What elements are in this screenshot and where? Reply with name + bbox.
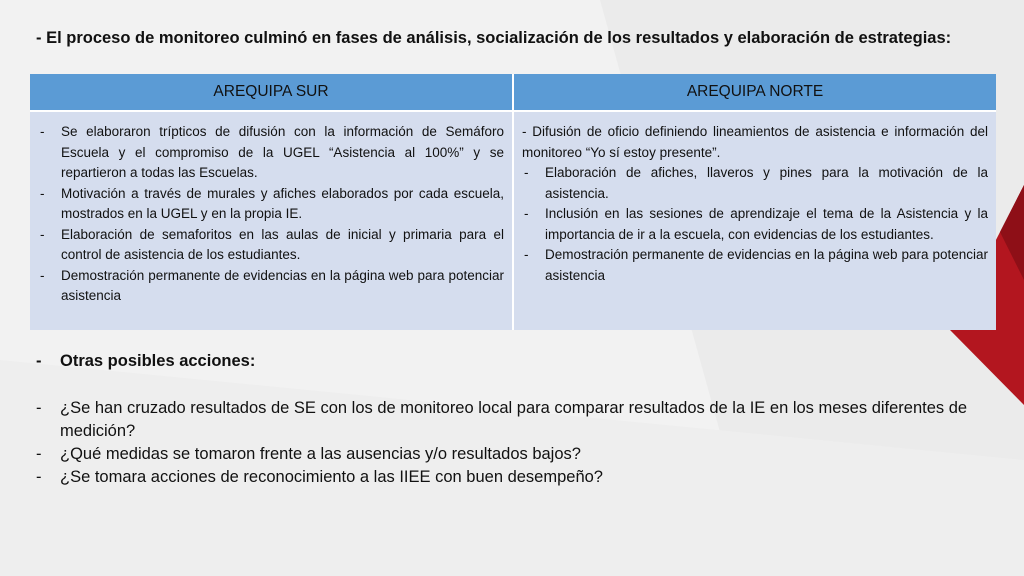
column-header-norte: AREQUIPA NORTE (513, 74, 996, 111)
arequipa-table (30, 74, 996, 330)
list-item: - Elaboración de semaforitos en las aulas de inicial y primaria para el control de asistencia de los estudiantes. (38, 225, 504, 266)
sur-list (38, 122, 504, 307)
list-item: - Demostración permanente de evidencias en la página web para potenciar asistencia (38, 266, 504, 307)
list-item: - Inclusión en las sesiones de aprendizaje el tema de la Asistencia y la importancia de ir a la escuela, con evidencias de los estudiantes. (522, 204, 988, 245)
norte-intro: - Difusión de oficio definiendo lineamientos de asistencia e información del monitoreo “Yo sí estoy presente”. (522, 124, 988, 160)
list-item: - Demostración permanente de evidencias en la página web para potenciar asistencia (522, 245, 988, 286)
column-header-sur: AREQUIPA SUR (30, 74, 513, 111)
list-item: - Motivación a través de murales y afiches elaborados por cada escuela, mostrados en la UGEL y en la propia IE. (38, 184, 504, 225)
question-item: - ¿Se tomara acciones de reconocimiento a las IIEE con buen desempeño? (36, 466, 996, 489)
list-item: - Elaboración de afiches, llaveros y pines para la motivación de la asistencia. (522, 163, 988, 204)
slide-heading: - El proceso de monitoreo culminó en fases de análisis, socialización de los resultados y elaboración de estrategias: (36, 29, 952, 47)
cell-norte (513, 111, 996, 330)
otras-heading: - Otras posibles acciones: (36, 350, 996, 373)
norte-list (522, 163, 988, 286)
list-item: - Se elaboraron trípticos de difusión con la información de Semáforo Escuela y el compromiso de la UGEL “Asistencia al 100%” y se repartieron a todas las Escuelas. (38, 122, 504, 184)
cell-sur (30, 111, 513, 330)
question-item: - ¿Qué medidas se tomaron frente a las ausencias y/o resultados bajos? (36, 443, 996, 466)
otras-section (36, 350, 996, 373)
questions-list (36, 397, 996, 489)
question-item: - ¿Se han cruzado resultados de SE con los de monitoreo local para comparar resultados de la IE en los meses diferentes de medición? (36, 397, 996, 443)
